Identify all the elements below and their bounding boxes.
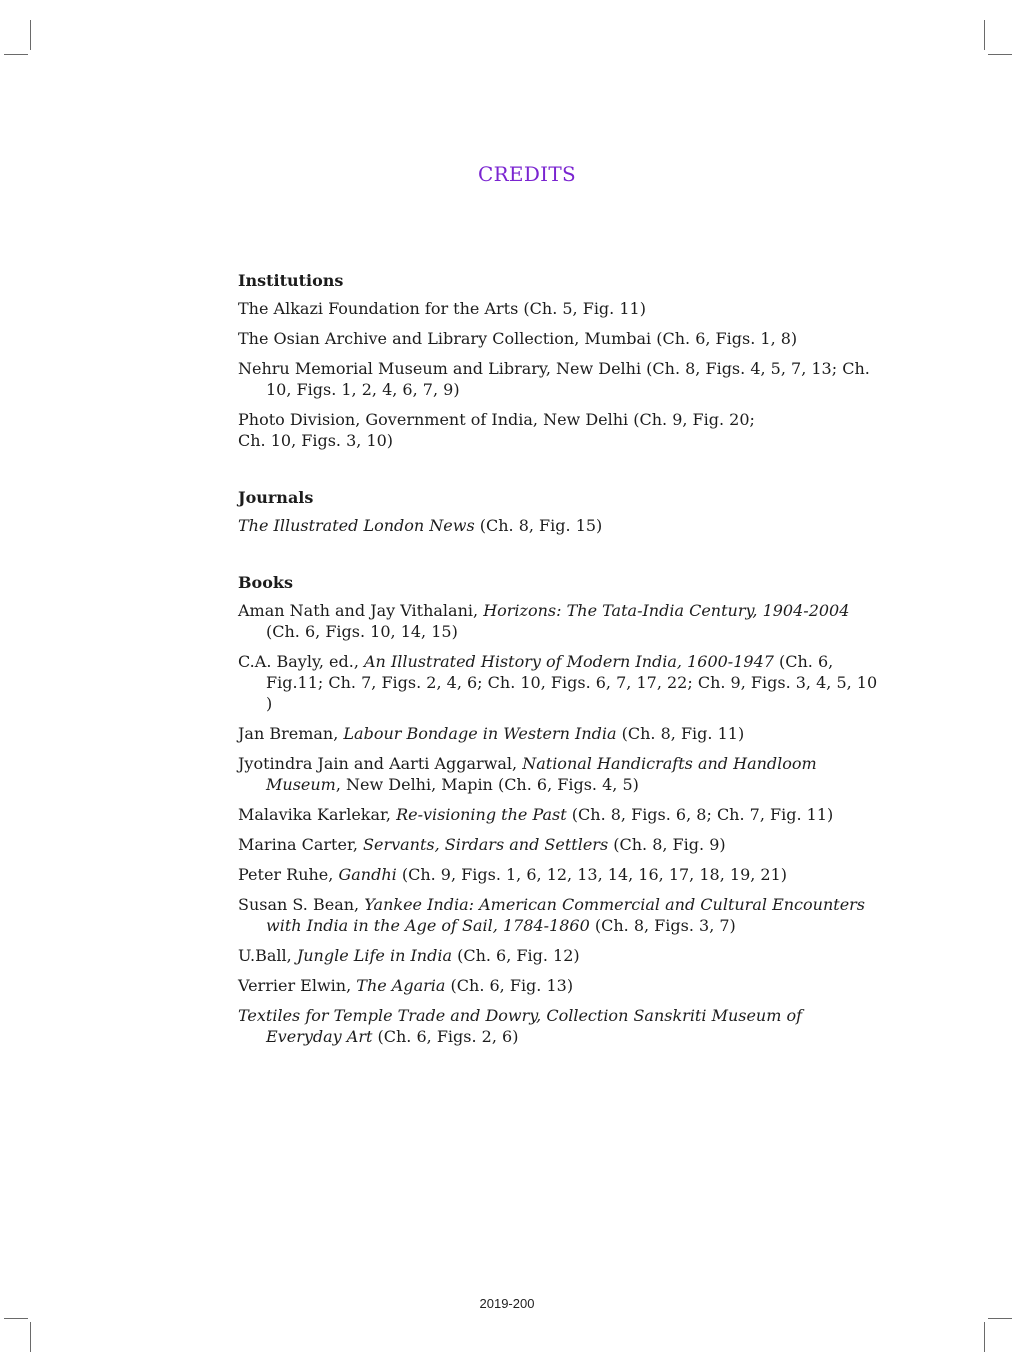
book-title: National Handicrafts and Handloom Museum: [266, 754, 817, 794]
crop-mark: [988, 1318, 1012, 1319]
books-heading: Books: [238, 573, 293, 592]
credits-content: [238, 270, 878, 1083]
book-title: Re-visioning the Past: [396, 805, 567, 824]
crop-mark: [984, 1322, 985, 1352]
book-author: C.A. Bayly, ed.,: [238, 652, 364, 671]
page-title: CREDITS: [477, 162, 577, 186]
institution-entry: The Osian Archive and Library Collection, Mumbai (Ch. 6, Figs. 1, 8): [238, 329, 798, 348]
book-entry: [238, 651, 878, 714]
book-title: Servants, Sirdars and Settlers: [363, 835, 609, 854]
book-title: Textiles for Temple Trade and Dowry, Collection Sanskriti Museum of Everyday Art: [238, 1006, 803, 1046]
book-reference: (Ch. 8, Figs. 3, 7): [589, 916, 736, 935]
crop-mark: [984, 20, 985, 50]
book-title: Gandhi: [338, 865, 397, 884]
journal-entry: [238, 515, 878, 536]
book-title: Jungle Life in India: [296, 946, 452, 965]
journal-title: The Illustrated London News: [238, 516, 475, 535]
book-title: Horizons: The Tata-India Century, 1904-2004: [483, 601, 850, 620]
institutions-section: [238, 270, 878, 451]
institution-entry: Nehru Memorial Museum and Library, New Delhi (Ch. 8, Figs. 4, 5, 7, 13; Ch. 10, Figs. 1, 2, 4, 6, 7, 9): [238, 359, 870, 399]
book-reference: (Ch. 6, Fig.11; Ch. 7, Figs. 2, 4, 6; Ch. 10, Figs. 6, 7, 17, 22; Ch. 9, Figs. 3, 4, 5, 10 ): [266, 652, 878, 713]
crop-mark: [4, 1318, 28, 1319]
book-entry: [238, 1005, 878, 1047]
book-title: Yankee India: American Commercial and Cultural Encounters with India in the Age of Sail, 1784-1860: [266, 895, 866, 935]
book-title: Labour Bondage in Western India: [343, 724, 617, 743]
book-reference: (Ch. 6, Figs. 2, 6): [372, 1027, 519, 1046]
book-author: Malavika Karlekar,: [238, 805, 397, 824]
book-reference: (Ch. 6, Fig. 13): [445, 976, 574, 995]
page-number: 2019-200: [479, 1296, 535, 1311]
institution-entry: [238, 409, 878, 451]
book-entry: [238, 723, 878, 744]
book-reference: (Ch. 8, Fig. 11): [616, 724, 745, 743]
journal-reference: (Ch. 8, Fig. 15): [474, 516, 603, 535]
journals-heading: Journals: [238, 488, 314, 507]
book-reference: (Ch. 9, Figs. 1, 6, 12, 13, 14, 16, 17, 18, 19, 21): [396, 865, 788, 884]
book-entry: [238, 894, 878, 936]
book-author: Verrier Elwin,: [238, 976, 357, 995]
journals-section: [238, 487, 878, 536]
crop-mark: [4, 54, 28, 55]
book-title: The Agaria: [356, 976, 446, 995]
book-entry: [238, 753, 878, 795]
book-entry: [238, 945, 878, 966]
book-reference: (Ch. 8, Figs. 6, 8; Ch. 7, Fig. 11): [566, 805, 834, 824]
crop-mark: [30, 1322, 31, 1352]
institutions-heading: Institutions: [238, 271, 344, 290]
institution-entry: The Alkazi Foundation for the Arts (Ch. 5, Fig. 11): [238, 299, 646, 318]
book-author: U.Ball,: [238, 946, 297, 965]
book-entry: [238, 864, 878, 885]
book-reference: , New Delhi, Mapin (Ch. 6, Figs. 4, 5): [335, 775, 639, 794]
book-entry: [238, 975, 878, 996]
book-entry: [238, 834, 878, 855]
books-section: [238, 572, 878, 1047]
book-author: Jyotindra Jain and Aarti Aggarwal,: [238, 754, 523, 773]
book-reference: (Ch. 6, Fig. 12): [452, 946, 580, 965]
book-title: An Illustrated History of Modern India, 1600-1947: [364, 652, 774, 671]
entry-line: Photo Division, Government of India, New Delhi (Ch. 9, Fig. 20;: [238, 410, 755, 429]
book-author: Peter Ruhe,: [238, 865, 339, 884]
book-entry: [238, 600, 878, 642]
book-entry: [238, 804, 878, 825]
book-reference: (Ch. 6, Figs. 10, 14, 15): [266, 622, 458, 641]
crop-mark: [988, 54, 1012, 55]
book-author: Aman Nath and Jay Vithalani,: [238, 601, 484, 620]
book-reference: (Ch. 8, Fig. 9): [608, 835, 726, 854]
book-author: Marina Carter,: [238, 835, 364, 854]
crop-mark: [30, 20, 31, 50]
entry-line: Ch. 10, Figs. 3, 10): [238, 431, 394, 450]
book-author: Susan S. Bean,: [238, 895, 365, 914]
book-author: Jan Breman,: [238, 724, 344, 743]
